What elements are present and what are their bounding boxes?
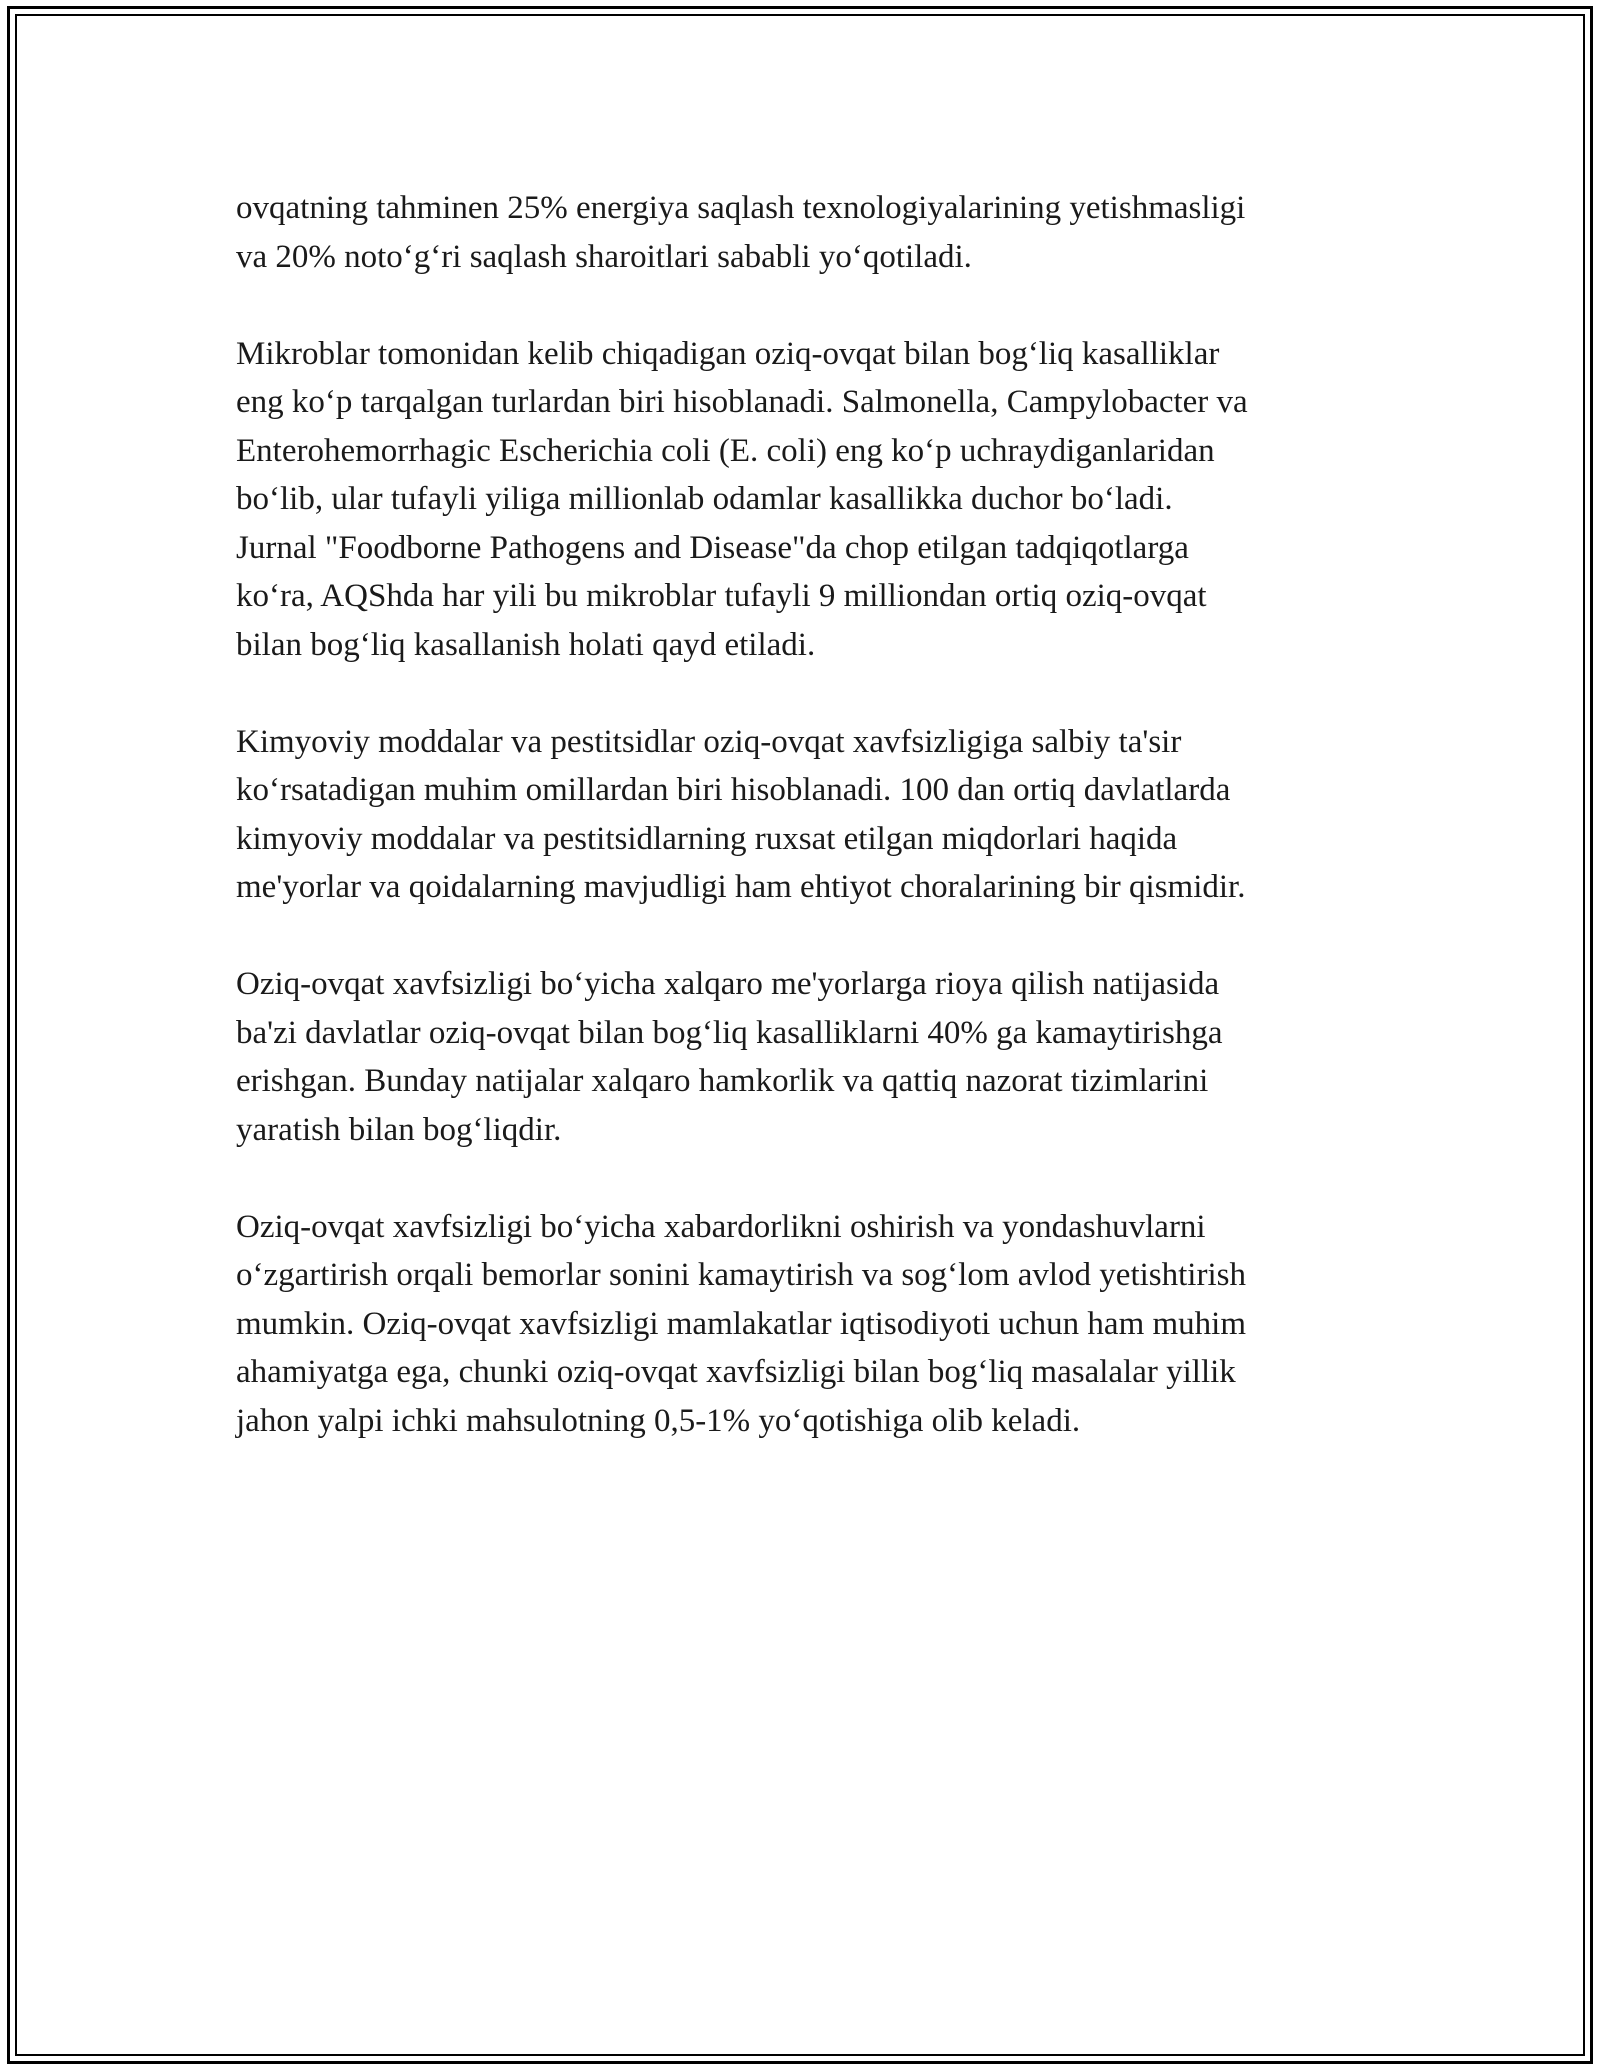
text-line: Jurnal "Foodborne Pathogens and Disease"da chop etilgan tadqiqotlarga xyxy=(236,529,1189,566)
text-line: ovqatning tahminen 25% energiya saqlash texnologiyalarining yetishmasligi xyxy=(236,190,1246,226)
text-line: eng ko‘p tarqalgan turlardan biri hisoblanadi. Salmonella, Campylobacter va xyxy=(236,384,1248,420)
paragraph-energy-storage xyxy=(236,184,1376,281)
paragraph-awareness-economy xyxy=(236,1203,1376,1446)
text-line: ko‘ra, AQShda har yili bu mikroblar tufayli 9 milliondan ortiq oziq-ovqat xyxy=(236,578,1207,614)
document-body xyxy=(236,184,1376,1494)
text-line: Enterohemorrhagic Escherichia coli (E. coli) eng ko‘p uchraydiganlaridan xyxy=(236,432,1215,469)
text-line: bilan bog‘liq kasallanish holati qayd etiladi. xyxy=(236,626,816,663)
text-line: Oziq-ovqat xavfsizligi bo‘yicha xabardorlikni oshirish va yondashuvlarni xyxy=(236,1208,1206,1245)
paragraph-microbial-diseases xyxy=(236,330,1376,670)
text-line: yaratish bilan bog‘liqdir. xyxy=(236,1111,562,1148)
text-line: o‘zgartirish orqali bemorlar sonini kamaytirish va sog‘lom avlod yetishtirish xyxy=(236,1257,1246,1293)
text-line: me'yorlar va qoidalarning mavjudligi ham ehtiyot choralarining bir qismidir. xyxy=(236,869,1246,905)
text-line: va 20% noto‘g‘ri saqlash sharoitlari sababli yo‘qotiladi. xyxy=(236,238,972,275)
text-line: Kimyoviy moddalar va pestitsidlar oziq-ovqat xavfsizligiga salbiy ta'sir xyxy=(236,723,1182,760)
paragraph-international-standards xyxy=(236,960,1376,1154)
text-line: Mikroblar tomonidan kelib chiqadigan oziq-ovqat bilan bog‘liq kasalliklar xyxy=(236,335,1220,372)
paragraph-chemicals-pesticides xyxy=(236,718,1376,912)
text-line: kimyoviy moddalar va pestitsidlarning ruxsat etilgan miqdorlari haqida xyxy=(236,820,1178,857)
text-line: bo‘lib, ular tufayli yiliga millionlab odamlar kasallikka duchor bo‘ladi. xyxy=(236,481,1173,517)
text-line: erishgan. Bunday natijalar xalqaro hamkorlik va qattiq nazorat tizimlarini xyxy=(236,1063,1209,1099)
text-line: mumkin. Oziq-ovqat xavfsizligi mamlakatlar iqtisodiyoti uchun ham muhim xyxy=(236,1305,1246,1342)
text-line: ahamiyatga ega, chunki oziq-ovqat xavfsizligi bilan bog‘liq masalalar yillik xyxy=(236,1354,1236,1390)
text-line: jahon yalpi ichki mahsulotning 0,5-1% yo‘qotishiga olib keladi. xyxy=(236,1402,1081,1439)
text-line: ko‘rsatadigan muhim omillardan biri hisoblanadi. 100 dan ortiq davlatlarda xyxy=(236,772,1231,808)
text-line: ba'zi davlatlar oziq-ovqat bilan bog‘liq kasalliklarni 40% ga kamaytirishga xyxy=(236,1014,1223,1051)
text-line: Oziq-ovqat xavfsizligi bo‘yicha xalqaro me'yorlarga rioya qilish natijasida xyxy=(236,966,1220,1002)
